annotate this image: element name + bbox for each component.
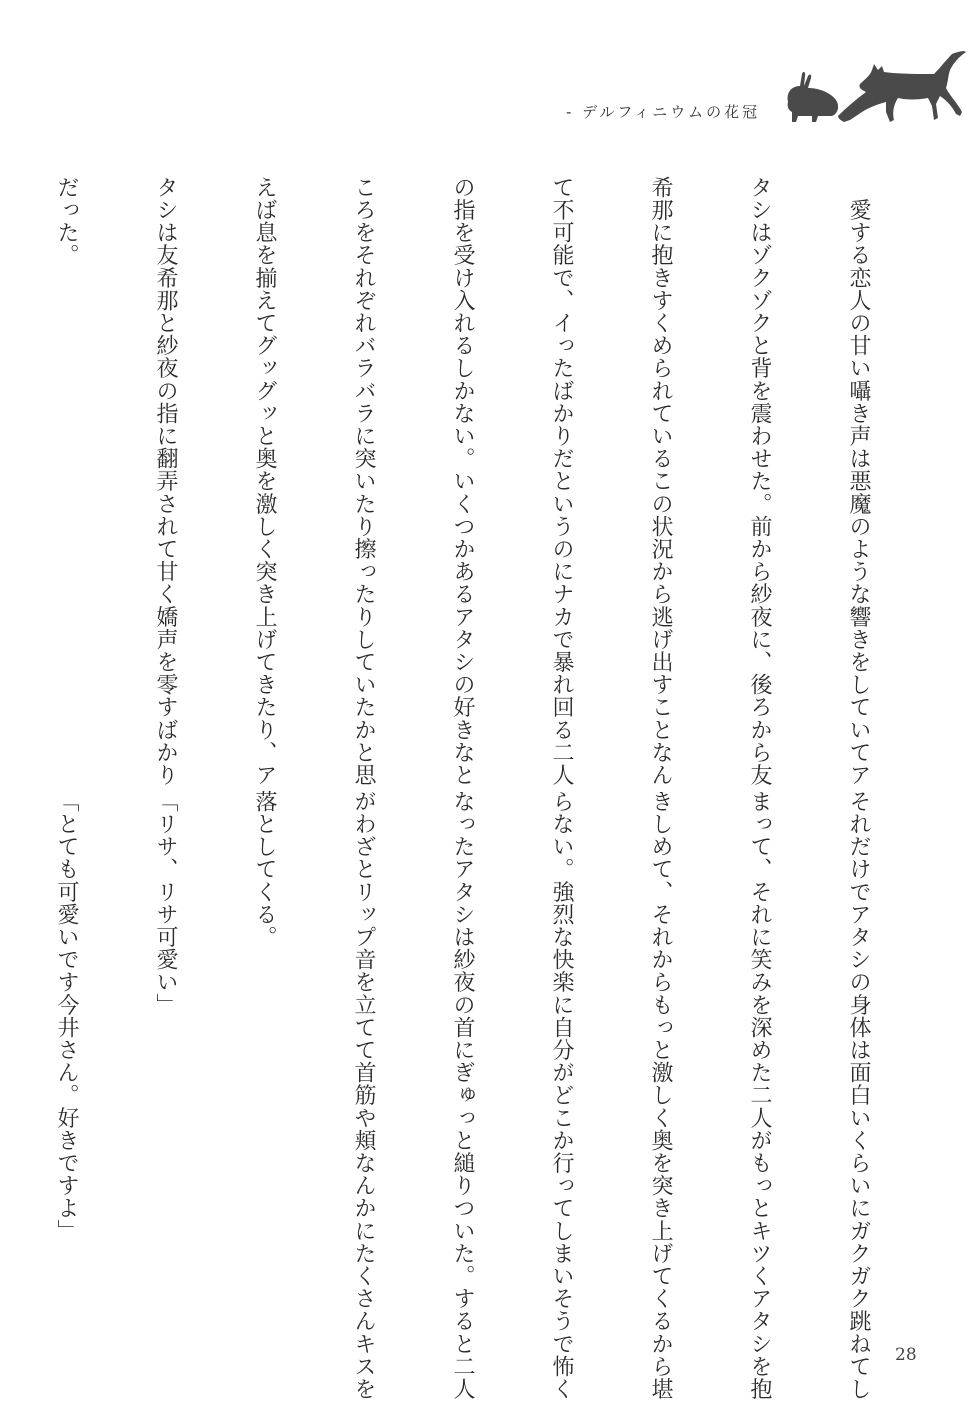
text-line: 「リサ、リサ可愛い」 xyxy=(153,790,178,1016)
text-line: えば息を揃えてグッグッと奥を激しく突き上げてきたり、ア xyxy=(252,176,277,787)
text-line: がわざとリップ音を立てて首筋や頬なんかにたくさんキスを xyxy=(351,790,376,1401)
text-line: ころをそれぞれバラバラに突いたり擦ったりしていたかと思 xyxy=(351,176,376,787)
text-block-top xyxy=(0,176,941,787)
text-line: きしめて、それからもっと激しく奥を突き上げてくるから堪 xyxy=(648,790,673,1401)
text-line: の指を受け入れるしかない。いくつかあるアタシの好きなと xyxy=(450,176,475,787)
text-line: だった。 xyxy=(54,176,79,267)
text-line: なったアタシは紗夜の首にぎゅっと縋りついた。すると二人 xyxy=(450,790,475,1401)
chapter-title: - デルフィニウムの花冠 xyxy=(566,103,761,121)
text-line: 落としてくる。 xyxy=(252,790,277,949)
text-line: それだけでアタシの身体は面白いくらいにガクガク跳ねてし xyxy=(846,790,871,1401)
text-line: らない。強烈な快楽に自分がどこか行ってしまいそうで怖く xyxy=(549,790,574,1401)
rabbit-and-wolf-silhouette-icon xyxy=(778,40,968,126)
text-line: 希那に抱きすくめられているこの状況から逃げ出すことなん xyxy=(648,176,673,787)
text-line: タシは友希那と紗夜の指に翻弄されて甘く嬌声を零すばかり xyxy=(153,176,178,787)
page-number: 28 xyxy=(895,1345,917,1365)
text-line: まって、それに笑みを深めた二人がもっとキツくアタシを抱 xyxy=(747,790,772,1401)
text-line: 愛する恋人の甘い囁き声は悪魔のような響きをしていてア xyxy=(846,176,871,787)
text-line: 「とても可愛いです今井さん。好きですよ」 xyxy=(54,790,79,1242)
text-line: て不可能で、イったばかりだというのにナカで暴れ回る二人 xyxy=(549,176,574,787)
text-line: タシはゾクゾクと背を震わせた。前から紗夜に、後ろから友 xyxy=(747,176,772,787)
